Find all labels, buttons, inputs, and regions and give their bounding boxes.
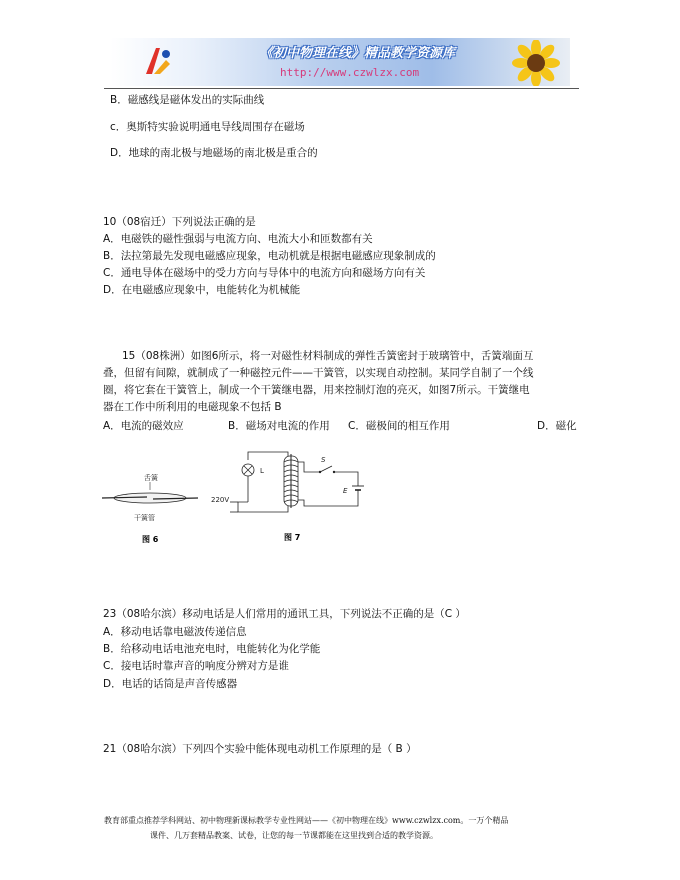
- q10-option-b: B．法拉第最先发现电磁感应现象，电动机就是根据电磁感应现象制成的: [103, 250, 436, 262]
- q15-text-line3: 圈，将它套在干簧管上，制成一个干簧继电器，用来控制灯泡的亮灭，如图7所示。干簧继电: [103, 384, 530, 396]
- q23-option-a: A．移动电话靠电磁波传递信息: [103, 626, 247, 638]
- header-divider: [104, 88, 579, 89]
- fig6-label-tube: 干簧管: [134, 514, 155, 522]
- q15-option-c: C．磁极间的相互作用: [348, 420, 450, 432]
- q15-text-line2: 叠，但留有间隙，就制成了一种磁控元件——干簧管，以实现自动控制。某同学自制了一个线: [103, 367, 534, 379]
- prev-option-d: D．地球的南北极与地磁场的南北极是重合的: [110, 147, 318, 159]
- q23-option-b: B．给移动电话电池充电时，电能转化为化学能: [103, 643, 321, 655]
- prev-option-b: B．磁感线是磁体发出的实际曲线: [110, 94, 265, 106]
- fig7-caption: 图 7: [284, 533, 301, 542]
- footer-line1: 教育部重点推荐学科网站、初中物理新课标教学专业性网站——《初中物理在线》www.czwlzx.com。一万个精品: [104, 816, 509, 825]
- q10-option-a: A．电磁铁的磁性强弱与电流方向、电流大小和匝数都有关: [103, 233, 373, 245]
- fig7-label-voltage: 220V: [211, 496, 230, 504]
- figure-6-reed-switch: [100, 462, 200, 544]
- q10-stem: 10（08宿迁）下列说法正确的是: [103, 216, 256, 228]
- fig6-caption: 图 6: [142, 535, 159, 544]
- q23-option-d: D．电话的话筒是声音传感器: [103, 678, 238, 690]
- q15-option-d: D．磁化: [537, 420, 577, 432]
- q15-option-b: B．磁场对电流的作用: [228, 420, 330, 432]
- fig7-label-L: L: [260, 467, 264, 475]
- figure-7-relay-circuit: [208, 446, 368, 546]
- site-logo-icon: [140, 44, 176, 80]
- q23-stem: 23（08哈尔滨）移动电话是人们常用的通讯工具，下列说法不正确的是（C ）: [103, 608, 466, 620]
- fig6-label-reed: 舌簧: [144, 474, 158, 482]
- q21-stem: 21（08哈尔滨）下列四个实验中能体现电动机工作原理的是（ B ）: [103, 743, 417, 755]
- fig7-label-S: S: [321, 456, 326, 464]
- q23-option-c: C．接电话时靠声音的响度分辨对方是谁: [103, 660, 289, 672]
- q10-option-c: C．通电导体在磁场中的受力方向与导体中的电流方向和磁场方向有关: [103, 267, 426, 279]
- prev-option-c: c．奥斯特实验说明通电导线周围存在磁场: [110, 121, 305, 133]
- header-banner: [110, 38, 570, 86]
- footer-line2: 课件、几万套精品教案、试卷，让您的每一节课都能在这里找到合适的教学资源。: [150, 831, 438, 840]
- q15-text-line1: 15（08株洲）如图6所示，将一对磁性材料制成的弹性舌簧密封于玻璃管中，舌簧端面互: [122, 350, 534, 362]
- q15-text-line4: 器在工作中所利用的电磁现象不包括 B: [103, 401, 282, 413]
- header-url[interactable]: http://www.czwlzx.com: [280, 66, 420, 79]
- fig7-label-E: E: [343, 487, 348, 495]
- q15-option-a: A．电流的磁效应: [103, 420, 184, 432]
- switch-S: [320, 466, 332, 472]
- sunflower-icon: [506, 40, 566, 86]
- header-title: 《初中物理在线》精品教学资源库: [260, 46, 456, 61]
- q10-option-d: D．在电磁感应现象中，电能转化为机械能: [103, 284, 301, 296]
